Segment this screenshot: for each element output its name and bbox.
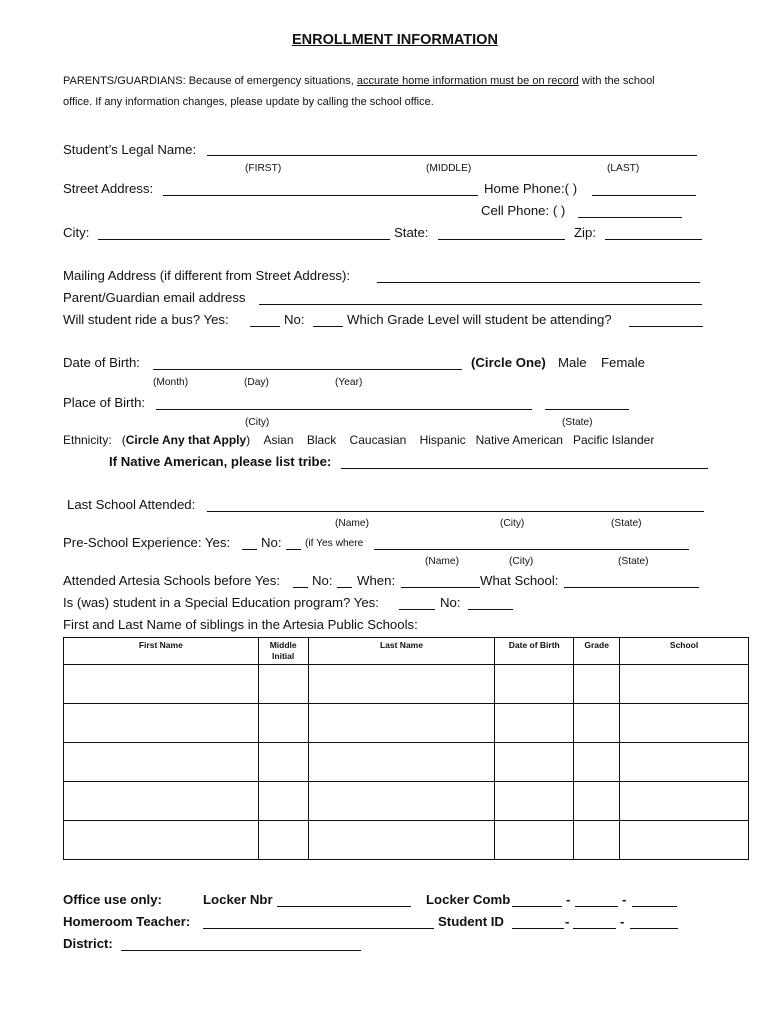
grade-level-label: Which Grade Level will student be attending? — [347, 312, 612, 327]
student-id-dash-2: - — [620, 914, 625, 929]
student-id-field-2[interactable] — [573, 928, 616, 929]
grade-level-field[interactable] — [629, 326, 703, 327]
cell-school[interactable] — [620, 743, 749, 782]
cell-date-of-birth[interactable] — [495, 743, 574, 782]
cell-phone-label: Cell Phone: ( ) — [481, 203, 566, 218]
artesia-no-label: No: — [312, 573, 333, 588]
cell-date-of-birth[interactable] — [495, 782, 574, 821]
preschool-name-caption: (Name) — [425, 556, 459, 567]
circle-any-label: Circle Any that Apply — [125, 433, 247, 447]
dob-label: Date of Birth: — [63, 355, 140, 370]
cell-last-name[interactable] — [308, 665, 495, 704]
preschool-state-caption: (State) — [618, 556, 649, 567]
zip-field[interactable] — [605, 239, 702, 240]
cell-first-name[interactable] — [64, 821, 259, 860]
preschool-yes-field[interactable] — [242, 549, 257, 550]
form-title: ENROLLMENT INFORMATION — [292, 32, 498, 48]
table-row — [64, 665, 749, 704]
cell-school[interactable] — [620, 821, 749, 860]
cell-phone-field[interactable] — [578, 217, 682, 218]
cell-date-of-birth[interactable] — [495, 665, 574, 704]
cell-grade[interactable] — [574, 821, 620, 860]
locker-nbr-label: Locker Nbr — [203, 892, 273, 907]
intro-emphasis: accurate home information must be on record — [356, 75, 579, 87]
cell-last-name[interactable] — [308, 782, 495, 821]
last-school-city-caption: (City) — [500, 518, 525, 529]
tribe-label: If Native American, please list tribe: — [109, 454, 332, 469]
intro-suffix: with the school — [578, 75, 655, 87]
if-yes-where-label: (if Yes where — [305, 538, 364, 549]
cell-grade[interactable] — [574, 782, 620, 821]
cell-school[interactable] — [620, 782, 749, 821]
tribe-field[interactable] — [341, 468, 708, 469]
legal-name-label: Student’s Legal Name: — [63, 142, 197, 157]
preschool-where-field[interactable] — [374, 549, 689, 550]
mailing-address-field[interactable] — [377, 282, 700, 283]
dob-field[interactable] — [153, 369, 462, 370]
locker-nbr-field[interactable] — [277, 906, 411, 907]
sped-no-field[interactable] — [468, 609, 513, 610]
cell-first-name[interactable] — [64, 704, 259, 743]
cell-last-name[interactable] — [308, 743, 495, 782]
cell-middle-initial[interactable] — [258, 704, 308, 743]
locker-comb-dash-1: - — [566, 892, 571, 907]
locker-comb-dash-2: - — [622, 892, 627, 907]
cell-first-name[interactable] — [64, 665, 259, 704]
last-school-state-caption: (State) — [611, 518, 642, 529]
col-date-of-birth: Date of Birth — [495, 638, 574, 665]
cell-date-of-birth[interactable] — [495, 821, 574, 860]
preschool-no-field[interactable] — [286, 549, 301, 550]
locker-comb-label: Locker Comb — [426, 892, 511, 907]
year-caption: (Year) — [335, 377, 363, 388]
email-label: Parent/Guardian email address — [63, 290, 246, 305]
circle-one-label: (Circle One) — [471, 355, 546, 370]
cell-middle-initial[interactable] — [258, 821, 308, 860]
preschool-city-caption: (City) — [509, 556, 534, 567]
cell-date-of-birth[interactable] — [495, 704, 574, 743]
first-caption: (FIRST) — [245, 163, 282, 174]
bus-label: Will student ride a bus? Yes: — [63, 312, 229, 327]
office-use-label: Office use only: — [63, 892, 162, 907]
ethnicity-options[interactable]: Asian Black Caucasian Hispanic Native American Pacific Islander — [263, 433, 655, 447]
what-school-label: What School: — [480, 573, 559, 588]
state-field[interactable] — [438, 239, 565, 240]
locker-comb-field-1[interactable] — [512, 906, 562, 907]
table-row — [64, 782, 749, 821]
col-first-name: First Name — [64, 638, 259, 665]
last-school-label: Last School Attended: — [67, 497, 196, 512]
last-school-field[interactable] — [207, 511, 704, 512]
sped-label: Is (was) student in a Special Education program? Yes: — [63, 595, 379, 610]
street-address-field[interactable] — [163, 195, 478, 196]
artesia-yes-field[interactable] — [293, 587, 308, 588]
cell-last-name[interactable] — [308, 821, 495, 860]
circle-any-close: ) — [246, 433, 251, 447]
home-phone-field[interactable] — [592, 195, 696, 196]
bus-no-field[interactable] — [313, 326, 343, 327]
state-label: State: — [394, 225, 429, 240]
when-label: When: — [357, 573, 396, 588]
pob-state-field[interactable] — [545, 409, 629, 410]
table-row — [64, 704, 749, 743]
middle-caption: (MIDDLE) — [426, 163, 472, 174]
mailing-address-label: Mailing Address (if different from Street Address): — [63, 268, 351, 283]
homeroom-field[interactable] — [203, 928, 434, 929]
siblings-header-row — [64, 638, 749, 665]
last-caption: (LAST) — [607, 163, 640, 174]
intro-line-2: office. If any information changes, please update by calling the school office. — [63, 96, 434, 108]
col-middle-initial: Middle Initial — [258, 638, 308, 665]
circle-any-open: ( — [121, 433, 126, 447]
siblings-table — [63, 637, 749, 860]
ethnicity-label: Ethnicity: — [63, 433, 112, 447]
cell-grade[interactable] — [574, 743, 620, 782]
student-id-field-1[interactable] — [512, 928, 564, 929]
col-grade: Grade — [574, 638, 620, 665]
sped-no-label: No: — [440, 595, 461, 610]
pob-state-caption: (State) — [562, 417, 593, 428]
intro-prefix: PARENTS/GUARDIANS: Because of emergency situations, — [63, 75, 357, 87]
preschool-label: Pre-School Experience: Yes: — [63, 535, 231, 550]
siblings-body — [64, 665, 749, 860]
city-field[interactable] — [98, 239, 390, 240]
ethnicity-row — [63, 433, 654, 447]
district-label: District: — [63, 936, 113, 951]
day-caption: (Day) — [244, 377, 269, 388]
bus-no-label: No: — [284, 312, 305, 327]
col-last-name: Last Name — [308, 638, 495, 665]
bus-yes-field[interactable] — [250, 326, 280, 327]
cell-school[interactable] — [620, 704, 749, 743]
female-option[interactable]: Female — [601, 355, 645, 370]
zip-label: Zip: — [574, 225, 596, 240]
pob-city-caption: (City) — [245, 417, 270, 428]
male-option[interactable]: Male — [558, 355, 587, 370]
place-of-birth-label: Place of Birth: — [63, 395, 146, 410]
cell-first-name[interactable] — [64, 782, 259, 821]
locker-comb-field-3[interactable] — [632, 906, 677, 907]
siblings-label: First and Last Name of siblings in the Artesia Public Schools: — [63, 617, 418, 632]
district-field[interactable] — [121, 950, 361, 951]
cell-middle-initial[interactable] — [258, 743, 308, 782]
cell-grade[interactable] — [574, 704, 620, 743]
table-row — [64, 743, 749, 782]
what-school-field[interactable] — [564, 587, 699, 588]
legal-name-field[interactable] — [207, 155, 697, 156]
cell-last-name[interactable] — [308, 704, 495, 743]
last-school-name-caption: (Name) — [335, 518, 369, 529]
artesia-label: Attended Artesia Schools before Yes: — [63, 573, 281, 588]
student-id-label: Student ID — [438, 914, 504, 929]
locker-comb-field-2[interactable] — [575, 906, 618, 907]
pob-city-field[interactable] — [156, 409, 532, 410]
cell-grade[interactable] — [574, 665, 620, 704]
table-row — [64, 821, 749, 860]
cell-middle-initial[interactable] — [258, 782, 308, 821]
city-label: City: — [63, 225, 90, 240]
when-field[interactable] — [401, 587, 480, 588]
sped-yes-field[interactable] — [399, 609, 435, 610]
homeroom-label: Homeroom Teacher: — [63, 914, 191, 929]
cell-middle-initial[interactable] — [258, 665, 308, 704]
cell-first-name[interactable] — [64, 743, 259, 782]
student-id-dash-1: - — [565, 914, 570, 929]
email-field[interactable] — [259, 304, 702, 305]
artesia-no-field[interactable] — [337, 587, 352, 588]
month-caption: (Month) — [153, 377, 189, 388]
street-address-label: Street Address: — [63, 181, 154, 196]
home-phone-label: Home Phone:( ) — [484, 181, 578, 196]
student-id-field-3[interactable] — [630, 928, 678, 929]
col-school: School — [620, 638, 749, 665]
preschool-no-label: No: — [261, 535, 282, 550]
intro-line-1 — [63, 75, 655, 87]
cell-school[interactable] — [620, 665, 749, 704]
